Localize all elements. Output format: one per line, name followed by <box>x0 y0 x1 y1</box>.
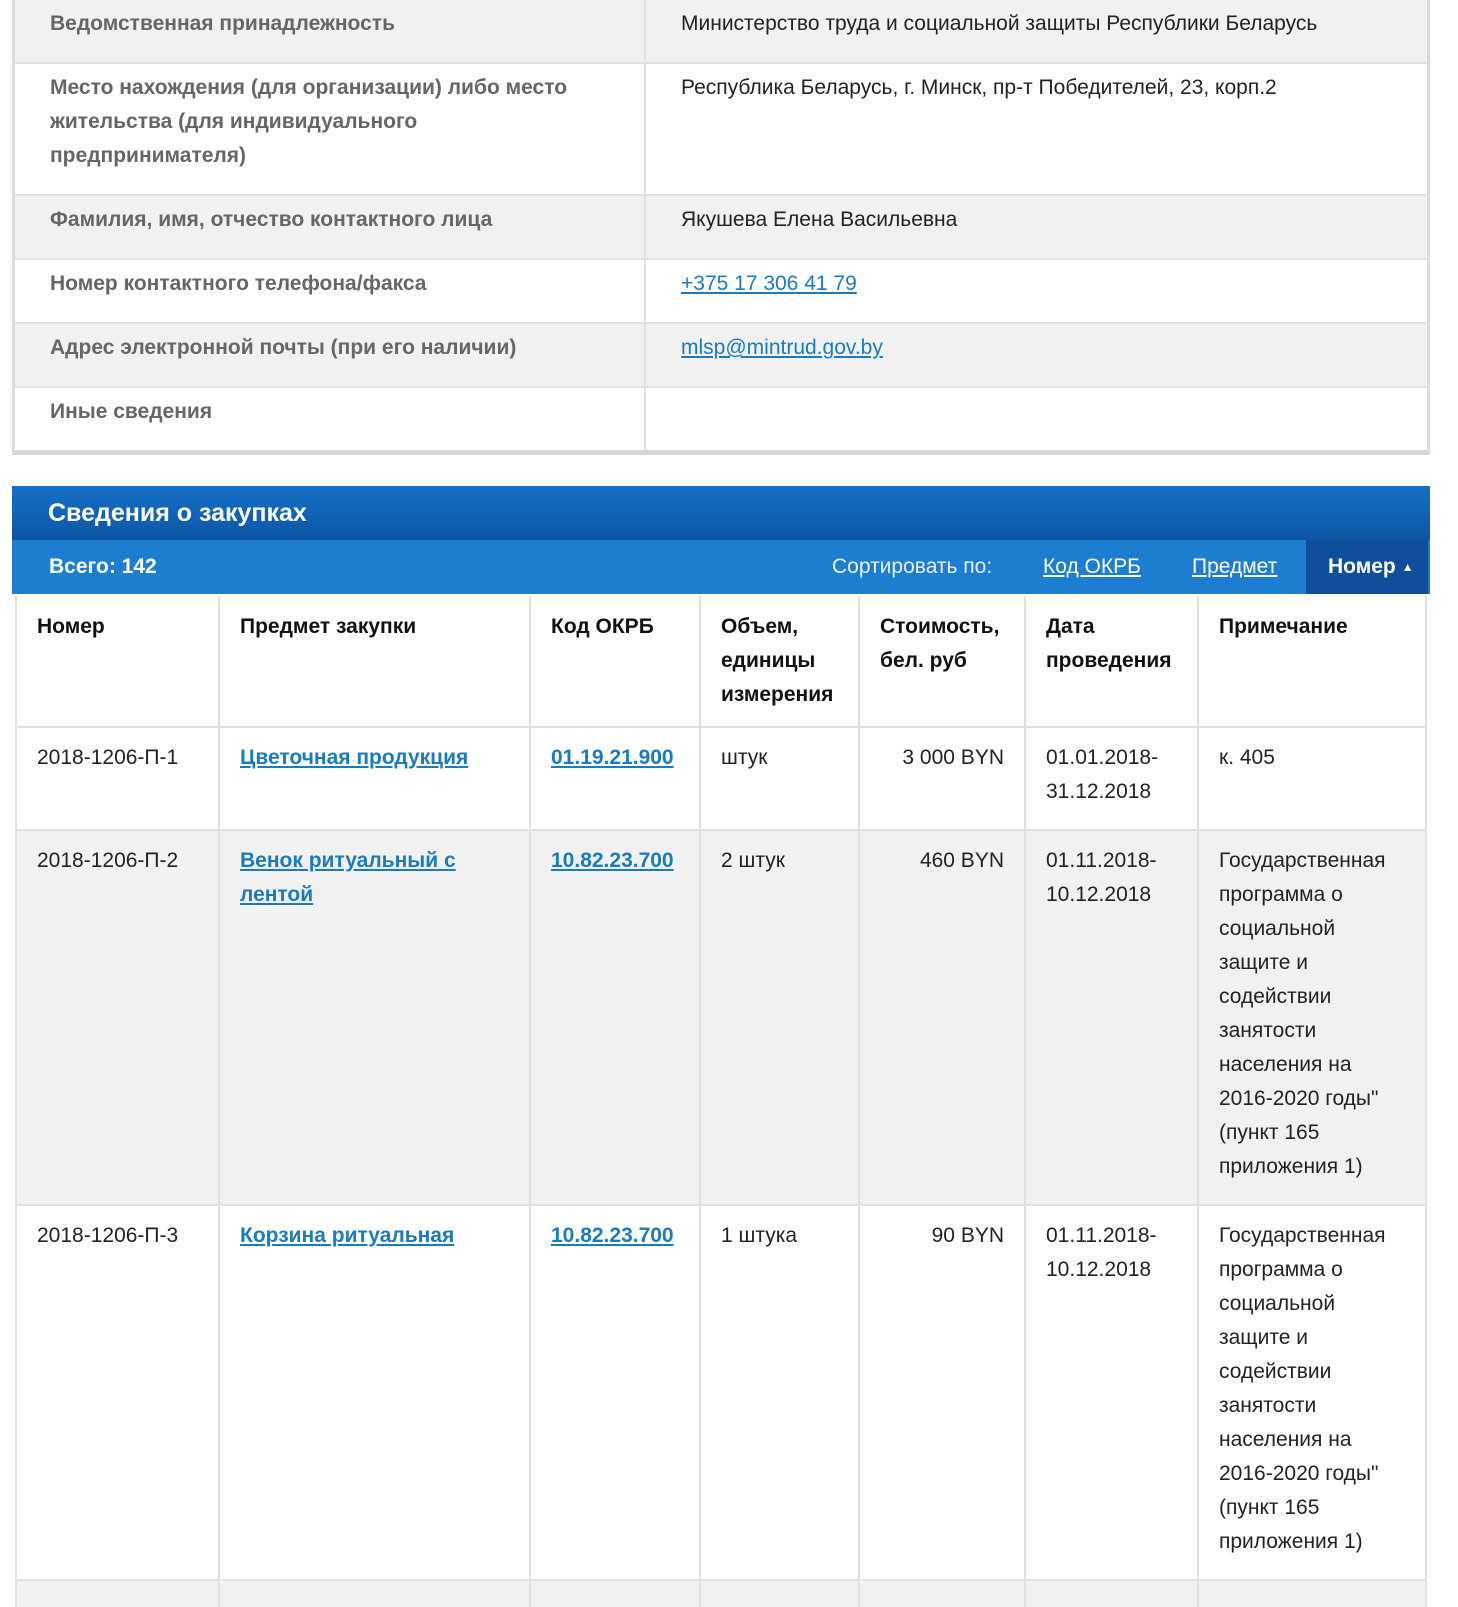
cell-number: 2018-1206-П-3 <box>17 1205 219 1580</box>
column-header-number: Номер <box>17 596 219 727</box>
column-header-volume: Объем, единицы измерения <box>700 596 859 727</box>
column-header-cost: Стоимость, бел. руб <box>859 596 1025 727</box>
cell-subject <box>219 830 530 1205</box>
info-value <box>645 259 1427 323</box>
total-count: Всего: 142 <box>49 555 157 578</box>
column-header-date: Дата проведения <box>1025 596 1198 727</box>
cell-date: 01.11.2018-10.12.2018 <box>1025 1205 1198 1580</box>
info-label: Ведомственная принадлежность <box>15 0 645 63</box>
subject-link[interactable]: Цветочная продукция <box>240 746 469 769</box>
info-value: Республика Беларусь, г. Минск, пр-т Победителей, 23, корп.2 <box>645 63 1427 195</box>
info-row-contact-person <box>15 195 1427 259</box>
info-row-department <box>15 0 1427 63</box>
procurements-toolbar <box>12 540 1430 594</box>
cell-cost: 460 BYN <box>859 830 1025 1205</box>
subject-link[interactable]: Венок ритуальный с лентой <box>240 849 456 906</box>
cell-okrb <box>530 727 700 830</box>
subject-link[interactable]: Корзина ритуальная <box>240 1224 455 1247</box>
cell-volume: штук <box>700 727 859 830</box>
column-header-note: Примечание <box>1198 596 1425 727</box>
cell-date: 01.01.2018-31.12.2018 <box>1025 727 1198 830</box>
cell-subject <box>219 1205 530 1580</box>
cell-subject <box>219 727 530 830</box>
sort-label: Сортировать по: <box>832 555 993 578</box>
cell-number: 2018-1206-П-2 <box>17 830 219 1205</box>
cell-okrb <box>530 1205 700 1580</box>
cell-volume: 2 штук <box>700 830 859 1205</box>
table-row <box>17 727 1425 830</box>
cell-note: к. 405 <box>1198 727 1425 830</box>
table-row <box>17 830 1425 1205</box>
info-row-location <box>15 63 1427 195</box>
procurements-title: Сведения о закупках <box>12 486 1430 540</box>
info-row-other <box>15 387 1427 450</box>
phone-link[interactable]: +375 17 306 41 79 <box>681 272 857 295</box>
caret-up-icon: ▲ <box>1401 560 1414 575</box>
info-label: Место нахождения (для организации) либо место жительства (для индивидуального предпринимателя) <box>15 63 645 195</box>
info-row-email <box>15 323 1427 387</box>
info-row-phone <box>15 259 1427 323</box>
table-header-row <box>17 596 1425 727</box>
sort-by-okrb-link[interactable]: Код ОКРБ <box>1043 555 1141 578</box>
info-value <box>645 387 1427 450</box>
column-header-okrb: Код ОКРБ <box>530 596 700 727</box>
table-row-partial <box>17 1580 1425 1607</box>
cell-date: 01.11.2018-10.12.2018 <box>1025 830 1198 1205</box>
okrb-link[interactable]: 10.82.23.700 <box>551 1224 674 1247</box>
table-row <box>17 1205 1425 1580</box>
cell-note: Государственная программа о социальной защите и содействии занятости населения на 2016-2020 годы" (пункт 165 приложения 1) <box>1198 830 1425 1205</box>
procurements-table <box>15 596 1427 1607</box>
sort-by-number-button[interactable] <box>1306 540 1428 594</box>
contact-info-table <box>12 0 1430 455</box>
info-label: Адрес электронной почты (при его наличии) <box>15 323 645 387</box>
info-value <box>645 323 1427 387</box>
cell-volume: 1 штука <box>700 1205 859 1580</box>
sort-by-subject-link[interactable]: Предмет <box>1192 555 1278 578</box>
info-label: Иные сведения <box>15 387 645 450</box>
okrb-link[interactable]: 01.19.21.900 <box>551 746 674 769</box>
cell-note: Государственная программа о социальной защите и содействии занятости населения на 2016-2020 годы" (пункт 165 приложения 1) <box>1198 1205 1425 1580</box>
info-label: Номер контактного телефона/факса <box>15 259 645 323</box>
cell-cost: 90 BYN <box>859 1205 1025 1580</box>
email-link[interactable]: mlsp@mintrud.gov.by <box>681 336 883 359</box>
info-label: Фамилия, имя, отчество контактного лица <box>15 195 645 259</box>
info-value: Министерство труда и социальной защиты Республики Беларусь <box>645 0 1427 63</box>
cell-okrb <box>530 830 700 1205</box>
cell-number: 2018-1206-П-1 <box>17 727 219 830</box>
cell-cost: 3 000 BYN <box>859 727 1025 830</box>
column-header-subject: Предмет закупки <box>219 596 530 727</box>
info-value: Якушева Елена Васильевна <box>645 195 1427 259</box>
okrb-link[interactable]: 10.82.23.700 <box>551 849 674 872</box>
sort-by-number-label: Номер <box>1328 555 1396 578</box>
